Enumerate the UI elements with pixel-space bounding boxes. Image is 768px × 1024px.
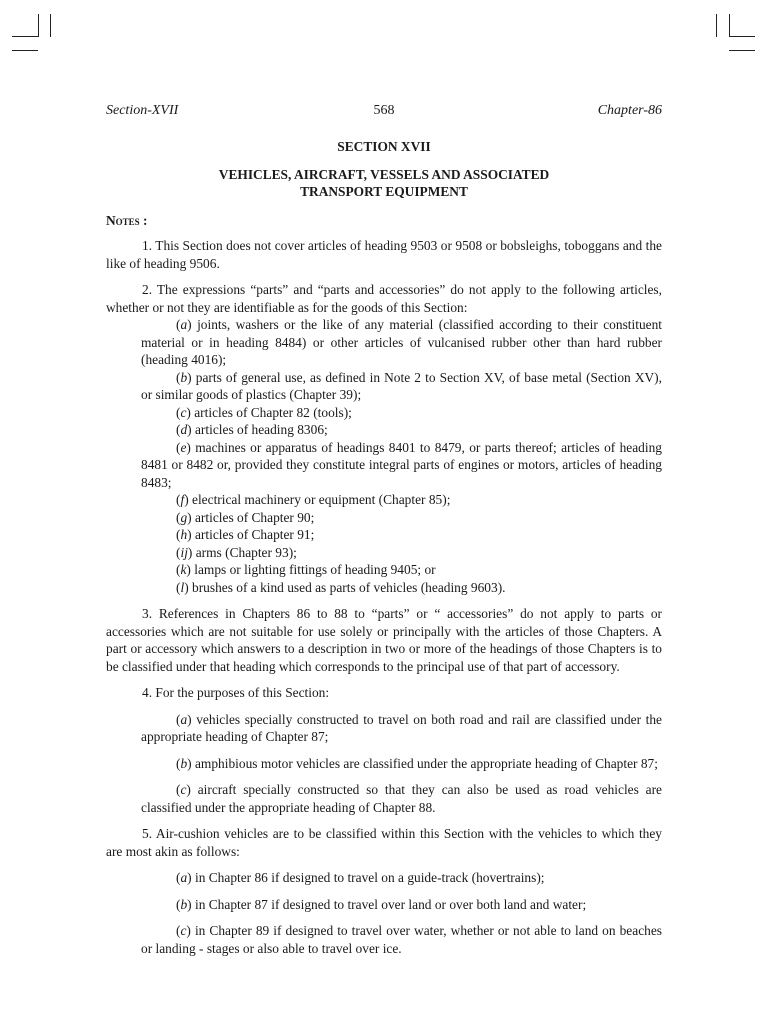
note-3: 3. References in Chapters 86 to 88 to “parts” or “ accessories” do not apply to parts or accessories which are not suitable for use solely or principally with the articles of those Chapters. A part or accessory which answers to a description in two or more of the headings of those Chapters is to be classified under that heading which corresponds to the principal use of that part of accessory. xyxy=(106,606,662,674)
item-label: b xyxy=(180,369,188,385)
item-text: arms (Chapter 93); xyxy=(192,544,297,560)
crop-mark xyxy=(716,14,717,37)
item-label: d xyxy=(180,422,188,437)
section-subtitle xyxy=(106,166,662,201)
header-section: Section-XVII xyxy=(106,103,179,118)
item-text: machines or apparatus of headings 8401 to 8479, or parts thereof; articles of heading 8481 or 8482 or, provided they constitute integral parts of engines or motors, articles of heading 8483; xyxy=(141,439,662,490)
item-text: electrical machinery or equipment (Chapter 85); xyxy=(188,492,451,507)
item-label: g xyxy=(180,509,188,525)
note-2-item: (h) articles of Chapter 91; xyxy=(176,527,315,542)
note-2-item: (ij) arms (Chapter 93); xyxy=(176,544,297,560)
item-text: articles of heading 8306; xyxy=(191,422,328,437)
note-5-item: (a) in Chapter 86 if designed to travel on a guide-track (hovertrains); xyxy=(176,870,545,885)
item-text: articles of Chapter 90; xyxy=(191,509,315,525)
notes-heading: Notes : xyxy=(106,212,148,228)
note-5-item: (b) in Chapter 87 if designed to travel over land or over both land and water; xyxy=(176,896,587,912)
note-5-intro: 5. Air-cushion vehicles are to be classified within this Section with the vehicles to which they are most akin as follows: xyxy=(106,826,662,859)
note-5-item: (c) in Chapter 89 if designed to travel over water, whether or not able to land on beaches or landing - stages or also able to travel over ice. xyxy=(141,923,662,956)
item-label: ij xyxy=(180,544,188,560)
crop-mark xyxy=(729,36,755,37)
header-chapter: Chapter-86 xyxy=(597,103,662,118)
crop-mark xyxy=(12,36,38,37)
item-label: b xyxy=(180,896,188,912)
crop-mark xyxy=(12,50,38,51)
item-text: joints, washers or the like of any material (classified according to their constituent material or in heading 8484) or other articles of vulcanised rubber other than hard rubber (heading 4016); xyxy=(141,317,662,367)
item-text: aircraft specially constructed so that they can also be used as road vehicles are classified under the appropriate heading of Chapter 88. xyxy=(141,782,662,815)
item-text: articles of Chapter 91; xyxy=(191,527,315,542)
item-text: vehicles specially constructed to travel on both road and rail are classified under the appropriate heading of Chapter 87; xyxy=(141,711,662,744)
item-label: a xyxy=(180,870,188,885)
item-text: in Chapter 89 if designed to travel over water, whether or not able to land on beaches or landing - stages or also able to travel over ice. xyxy=(141,923,662,956)
note-4-intro: 4. For the purposes of this Section: xyxy=(142,685,330,700)
note-4-item: (c) aircraft specially constructed so that they can also be used as road vehicles are classified under the appropriate heading of Chapter 88. xyxy=(141,782,662,815)
item-label: f xyxy=(180,492,185,507)
page-body xyxy=(106,138,662,957)
section-title: SECTION XVII xyxy=(337,139,431,154)
section-subtitle-line: TRANSPORT EQUIPMENT xyxy=(300,184,468,199)
note-2-item: (k) lamps or lighting fittings of heading 9405; or xyxy=(176,562,436,577)
crop-mark xyxy=(729,50,755,51)
item-label: a xyxy=(180,711,188,727)
note-2-item: (g) articles of Chapter 90; xyxy=(176,509,315,525)
item-label: a xyxy=(180,317,188,332)
note-1: 1. This Section does not cover articles of heading 9503 or 9508 or bobsleighs, toboggans and the like of heading 9506. xyxy=(106,238,662,271)
item-label: l xyxy=(180,579,185,595)
item-label: k xyxy=(180,562,187,577)
item-text: parts of general use, as defined in Note 2 to Section XV, of base metal (Section XV), or similar goods of plastics (Chapter 39); xyxy=(141,369,662,402)
running-head xyxy=(106,103,662,123)
item-label: e xyxy=(180,439,187,455)
item-label: c xyxy=(180,782,187,797)
note-2-item: (l) brushes of a kind used as parts of vehicles (heading 9603). xyxy=(176,579,506,595)
crop-mark xyxy=(50,14,51,37)
item-text: amphibious motor vehicles are classified under the appropriate heading of Chapter 87; xyxy=(191,755,658,771)
note-2-item: (c) articles of Chapter 82 (tools); xyxy=(176,404,352,420)
item-label: c xyxy=(180,404,187,420)
note-2-item: (b) parts of general use, as defined in Note 2 to Section XV, of base metal (Section XV), or similar goods of plastics (Chapter 39); xyxy=(141,369,662,402)
note-2-item: (f) electrical machinery or equipment (Chapter 85); xyxy=(176,492,451,507)
item-text: articles of Chapter 82 (tools); xyxy=(190,404,352,420)
crop-mark xyxy=(38,14,39,37)
item-text: brushes of a kind used as parts of vehicles (heading 9603). xyxy=(188,579,506,595)
item-label: h xyxy=(180,527,188,542)
note-2-item: (a) joints, washers or the like of any material (classified according to their constituent material or in heading 8484) or other articles of vulcanised rubber other than hard rubber (heading 4016); xyxy=(141,317,662,367)
item-text: in Chapter 87 if designed to travel over land or over both land and water; xyxy=(191,896,587,912)
item-text: in Chapter 86 if designed to travel on a guide-track (hovertrains); xyxy=(191,870,545,885)
page-number: 568 xyxy=(373,103,395,118)
note-4-item: (b) amphibious motor vehicles are classified under the appropriate heading of Chapter 87; xyxy=(176,755,658,771)
note-2-intro: 2. The expressions “parts” and “parts and accessories” do not apply to the following articles, whether or not they are identifiable as for the goods of this Section: xyxy=(106,282,662,315)
note-4-item: (a) vehicles specially constructed to travel on both road and rail are classified under the appropriate heading of Chapter 87; xyxy=(141,711,662,744)
note-2-item: (d) articles of heading 8306; xyxy=(176,422,328,437)
note-2-item: (e) machines or apparatus of headings 8401 to 8479, or parts thereof; articles of heading 8481 or 8482 or, provided they constitute integral parts of engines or motors, articles of heading 8483; xyxy=(141,439,662,490)
crop-mark xyxy=(729,14,730,37)
item-label: b xyxy=(180,755,188,771)
item-text: lamps or lighting fittings of heading 9405; or xyxy=(190,562,436,577)
section-subtitle-line: VEHICLES, AIRCRAFT, VESSELS AND ASSOCIATED xyxy=(218,166,550,182)
item-label: c xyxy=(180,923,187,938)
